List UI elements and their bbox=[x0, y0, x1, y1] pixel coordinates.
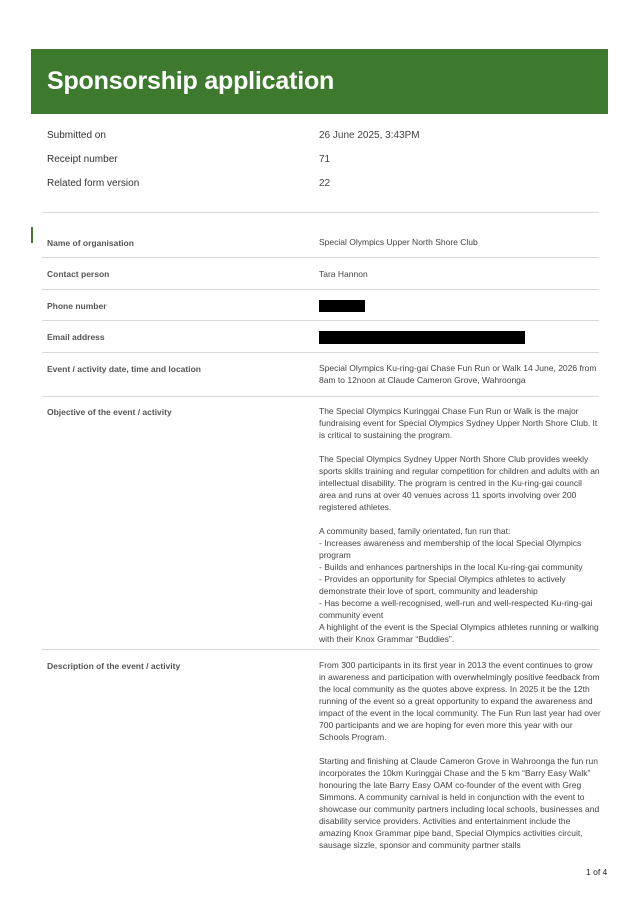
field-value-description bbox=[319, 659, 601, 851]
header-banner bbox=[31, 49, 608, 114]
field-label-email: Email address bbox=[47, 332, 105, 342]
divider bbox=[42, 257, 599, 258]
divider bbox=[42, 320, 599, 321]
page-number: 1 of 4 bbox=[586, 867, 608, 877]
field-value-organisation: Special Olympics Upper North Shore Club bbox=[319, 237, 478, 247]
field-label-organisation: Name of organisation bbox=[47, 238, 134, 248]
divider bbox=[42, 212, 599, 213]
meta-value: 71 bbox=[319, 154, 331, 165]
field-label-description: Description of the event / activity bbox=[47, 661, 181, 671]
redacted-email bbox=[319, 331, 525, 344]
field-label-contact: Contact person bbox=[47, 269, 110, 279]
meta-label: Related form version bbox=[47, 178, 140, 189]
objective-paragraph: The Special Olympics Kuringgai Chase Fun Run or Walk is the major fundraising event for Special Olympics Sydney Upper North Shore Club. It is critical to sustaining the program. bbox=[319, 406, 598, 440]
description-paragraph: Starting and finishing at Claude Cameron Grove in Wahroonga the fun run incorporates the 10km Kuringgai Chase and the 5 km “Barry Easy Walk” honouring the late Barry Easy OAM co-founder of the event with Greg Simmons. A community carnival is held in conjunction with the event to showcase our community partners including local schools, businesses and disability service providers. Activities and entertainment include the amazing Knox Grammar pipe band, Special Olympics activities circuit, sausage sizzle, sponsor and community partner stalls bbox=[319, 756, 600, 850]
meta-label: Submitted on bbox=[47, 130, 106, 141]
description-paragraph: From 300 participants in its first year in 2013 the event continues to grow in awareness and participation with overwhelmingly positive feedback from the local community as the quotes above express. In 2025 it be the 12th running of the event so a great opportunity to expand the awareness and impact of the event in the local community. The Fun Run last year had over 700 participants and we are hoping for even more this year with our Schools Program. bbox=[319, 660, 601, 742]
focus-indicator bbox=[31, 227, 33, 243]
divider bbox=[42, 649, 599, 650]
objective-paragraph: A community based, family orientated, fun run that: - Increases awareness and membership of the local Special Olympics program - Builds and enhances partnerships in the local Ku-ring-gai community - Provides an opportunity for Special Olympics athletes to actively demonstrate their love of sport, community and leadership - Has become a well-recognised, well-run and well-respected Ku-ring-gai community event A highlight of the event is the Special Olympics athletes running or walking with their Knox Grammar “Buddies”. bbox=[319, 526, 599, 644]
meta-label: Receipt number bbox=[47, 154, 118, 165]
field-label-phone: Phone number bbox=[47, 301, 107, 311]
field-value-contact: Tara Hannon bbox=[319, 269, 368, 279]
divider bbox=[42, 396, 599, 397]
divider bbox=[42, 289, 599, 290]
divider bbox=[42, 352, 599, 353]
field-label-objective: Objective of the event / activity bbox=[47, 407, 172, 417]
page-title: Sponsorship application bbox=[47, 67, 335, 95]
field-value-objective bbox=[319, 405, 601, 645]
field-value-event-date: Special Olympics Ku-ring-gai Chase Fun Run or Walk 14 June, 2026 from 8am to 12noon at Claude Cameron Grove, Wahroonga bbox=[319, 363, 597, 385]
meta-value: 22 bbox=[319, 178, 331, 189]
objective-paragraph: The Special Olympics Sydney Upper North Shore Club provides weekly sports skills training and regular competition for children and adults with an intellectual disability. The program is centred in the Ku-ring-gai council area and runs at over 40 venues across 11 sports involving over 200 registered athletes. bbox=[319, 454, 600, 512]
field-label-event-date: Event / activity date, time and location bbox=[47, 364, 201, 374]
redacted-phone bbox=[319, 300, 365, 312]
meta-value: 26 June 2025, 3:43PM bbox=[319, 130, 420, 141]
